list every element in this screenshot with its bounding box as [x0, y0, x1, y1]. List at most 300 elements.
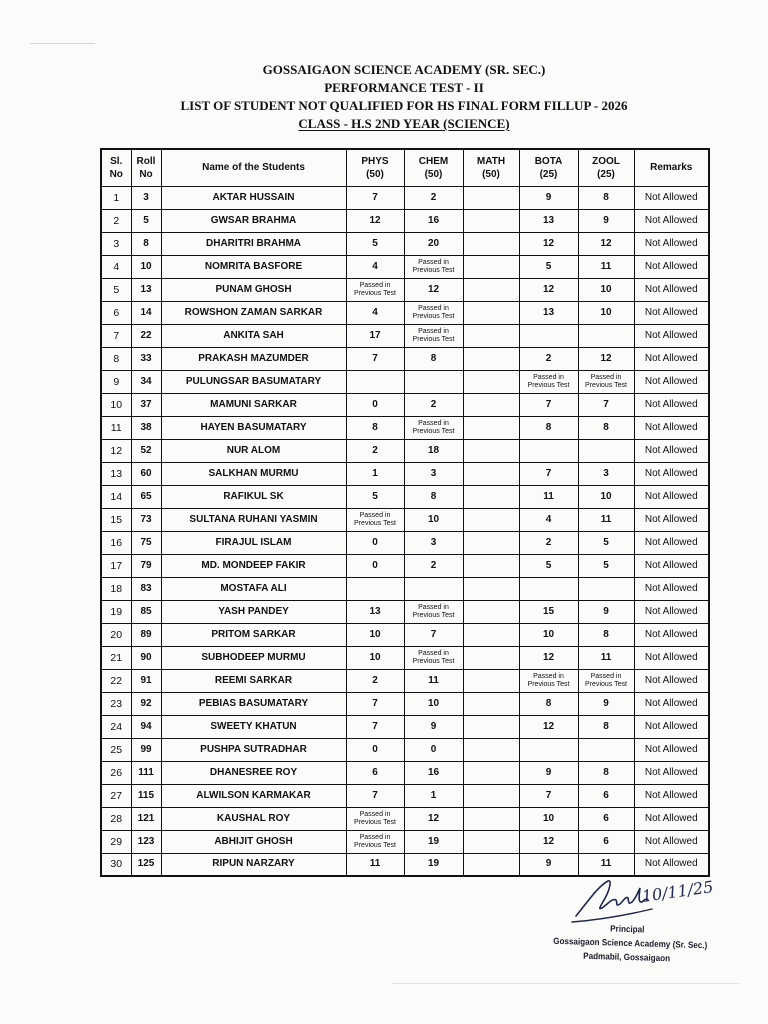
cell-zool: [578, 439, 634, 462]
cell-bota: 12: [519, 646, 578, 669]
cell-phys: [346, 830, 404, 853]
cell-zool: 6: [578, 784, 634, 807]
cell-name: DHARITRI BRAHMA: [161, 232, 346, 255]
cell-remarks: Not Allowed: [634, 577, 709, 600]
cell-sl: 28: [101, 807, 131, 830]
cell-zool: [578, 577, 634, 600]
cell-name: AKTAR HUSSAIN: [161, 186, 346, 209]
cell-chem: 2: [404, 393, 463, 416]
cell-sl: 4: [101, 255, 131, 278]
cell-remarks: Not Allowed: [634, 232, 709, 255]
cell-sl: 1: [101, 186, 131, 209]
cell-remarks: Not Allowed: [634, 807, 709, 830]
cell-zool: [578, 738, 634, 761]
cell-zool: 5: [578, 531, 634, 554]
cell-name: RAFIKUL SK: [161, 485, 346, 508]
cell-roll: 79: [131, 554, 161, 577]
cell-bota: 9: [519, 853, 578, 876]
cell-phys: 8: [346, 416, 404, 439]
cell-name: MOSTAFA ALI: [161, 577, 346, 600]
cell-sl: 12: [101, 439, 131, 462]
cell-chem: 3: [404, 531, 463, 554]
cell-zool: 6: [578, 807, 634, 830]
cell-chem: [404, 577, 463, 600]
cell-bota: 13: [519, 301, 578, 324]
header-name: [161, 149, 346, 186]
passed-note: Passed in Previous Test: [412, 304, 455, 320]
cell-chem: 9: [404, 715, 463, 738]
header-text: MATH: [476, 155, 506, 167]
header-text: Remarks: [650, 162, 693, 174]
class-label: CLASS - H.S 2ND YEAR (SCIENCE): [298, 116, 510, 131]
cell-roll: 111: [131, 761, 161, 784]
header-chem: [404, 149, 463, 186]
cell-name: GWSAR BRAHMA: [161, 209, 346, 232]
cell-roll: 125: [131, 853, 161, 876]
cell-zool: [578, 370, 634, 393]
cell-sl: 29: [101, 830, 131, 853]
cell-name: SULTANA RUHANI YASMIN: [161, 508, 346, 531]
cell-remarks: Not Allowed: [634, 209, 709, 232]
cell-roll: 14: [131, 301, 161, 324]
cell-math: [463, 715, 519, 738]
cell-bota: [519, 738, 578, 761]
table-row: [101, 600, 709, 623]
cell-roll: 89: [131, 623, 161, 646]
table-row: [101, 692, 709, 715]
cell-phys: 4: [346, 255, 404, 278]
cell-phys: 6: [346, 761, 404, 784]
cell-zool: 11: [578, 853, 634, 876]
cell-remarks: Not Allowed: [634, 830, 709, 853]
cell-math: [463, 278, 519, 301]
cell-remarks: Not Allowed: [634, 255, 709, 278]
scan-artifact-line: [30, 43, 95, 44]
cell-phys: 12: [346, 209, 404, 232]
header-text: PHYS: [361, 155, 389, 167]
cell-remarks: Not Allowed: [634, 738, 709, 761]
cell-name: MD. MONDEEP FAKIR: [161, 554, 346, 577]
cell-name: PUNAM GHOSH: [161, 278, 346, 301]
cell-name: NUR ALOM: [161, 439, 346, 462]
cell-sl: 23: [101, 692, 131, 715]
cell-math: [463, 692, 519, 715]
cell-bota: 7: [519, 462, 578, 485]
table-row: [101, 278, 709, 301]
cell-zool: 8: [578, 623, 634, 646]
cell-phys: 2: [346, 439, 404, 462]
cell-phys: [346, 577, 404, 600]
cell-chem: 18: [404, 439, 463, 462]
cell-roll: 37: [131, 393, 161, 416]
header-text: Name of the Students: [202, 162, 305, 174]
table-row: [101, 784, 709, 807]
cell-remarks: Not Allowed: [634, 669, 709, 692]
cell-phys: 7: [346, 186, 404, 209]
cell-remarks: Not Allowed: [634, 853, 709, 876]
cell-math: [463, 669, 519, 692]
cell-phys: 17: [346, 324, 404, 347]
passed-note: Passed in Previous Test: [412, 258, 455, 274]
table-row: [101, 554, 709, 577]
cell-bota: 9: [519, 186, 578, 209]
cell-name: REEMI SARKAR: [161, 669, 346, 692]
cell-math: [463, 577, 519, 600]
cell-bota: 9: [519, 761, 578, 784]
cell-bota: 7: [519, 784, 578, 807]
cell-roll: 123: [131, 830, 161, 853]
cell-chem: 1: [404, 784, 463, 807]
table-row: [101, 324, 709, 347]
cell-phys: 5: [346, 232, 404, 255]
cell-math: [463, 370, 519, 393]
cell-sl: 24: [101, 715, 131, 738]
cell-name: ALWILSON KARMAKAR: [161, 784, 346, 807]
cell-zool: 7: [578, 393, 634, 416]
cell-chem: [404, 301, 463, 324]
cell-phys: 1: [346, 462, 404, 485]
cell-bota: 12: [519, 830, 578, 853]
cell-bota: 12: [519, 232, 578, 255]
table-body: [101, 186, 709, 876]
cell-zool: 6: [578, 830, 634, 853]
cell-sl: 14: [101, 485, 131, 508]
cell-chem: 8: [404, 347, 463, 370]
passed-note: Passed in Previous Test: [412, 649, 455, 665]
cell-chem: [404, 370, 463, 393]
cell-remarks: Not Allowed: [634, 600, 709, 623]
cell-phys: 10: [346, 646, 404, 669]
table-row: [101, 232, 709, 255]
cell-math: [463, 462, 519, 485]
cell-phys: 0: [346, 531, 404, 554]
cell-name: MAMUNI SARKAR: [161, 393, 346, 416]
cell-remarks: Not Allowed: [634, 324, 709, 347]
cell-remarks: Not Allowed: [634, 393, 709, 416]
passed-note: Passed in Previous Test: [585, 672, 627, 688]
cell-chem: 16: [404, 761, 463, 784]
cell-math: [463, 439, 519, 462]
table-row: [101, 186, 709, 209]
cell-roll: 3: [131, 186, 161, 209]
header-text: BOTA: [534, 155, 563, 167]
cell-bota: 10: [519, 807, 578, 830]
cell-zool: 8: [578, 416, 634, 439]
cell-name: RIPUN NARZARY: [161, 853, 346, 876]
cell-phys: 7: [346, 715, 404, 738]
cell-bota: 15: [519, 600, 578, 623]
cell-bota: 13: [519, 209, 578, 232]
principal-stamp: [553, 920, 708, 966]
cell-remarks: Not Allowed: [634, 692, 709, 715]
cell-name: NOMRITA BASFORE: [161, 255, 346, 278]
table-row: [101, 623, 709, 646]
cell-phys: [346, 807, 404, 830]
cell-math: [463, 807, 519, 830]
table-row: [101, 462, 709, 485]
header-text: (50): [482, 168, 500, 180]
cell-math: [463, 600, 519, 623]
cell-roll: 99: [131, 738, 161, 761]
table-row: [101, 577, 709, 600]
table-row: [101, 508, 709, 531]
cell-zool: 12: [578, 232, 634, 255]
header-bota: [519, 149, 578, 186]
cell-phys: [346, 278, 404, 301]
cell-zool: 10: [578, 301, 634, 324]
cell-zool: 10: [578, 278, 634, 301]
cell-remarks: Not Allowed: [634, 531, 709, 554]
cell-math: [463, 416, 519, 439]
cell-roll: 22: [131, 324, 161, 347]
cell-bota: 4: [519, 508, 578, 531]
cell-remarks: Not Allowed: [634, 462, 709, 485]
cell-roll: 10: [131, 255, 161, 278]
cell-bota: 10: [519, 623, 578, 646]
cell-phys: 0: [346, 554, 404, 577]
header-remarks: [634, 149, 709, 186]
cell-sl: 17: [101, 554, 131, 577]
cell-chem: 12: [404, 278, 463, 301]
cell-roll: 121: [131, 807, 161, 830]
cell-sl: 15: [101, 508, 131, 531]
cell-bota: 12: [519, 715, 578, 738]
cell-math: [463, 232, 519, 255]
student-marks-table: [100, 148, 710, 877]
cell-bota: 11: [519, 485, 578, 508]
cell-remarks: Not Allowed: [634, 278, 709, 301]
cell-name: DHANESREE ROY: [161, 761, 346, 784]
cell-zool: 12: [578, 347, 634, 370]
cell-math: [463, 186, 519, 209]
header-math: [463, 149, 519, 186]
cell-roll: 92: [131, 692, 161, 715]
header-text: (50): [366, 168, 384, 180]
cell-chem: 10: [404, 692, 463, 715]
cell-math: [463, 301, 519, 324]
header-roll-no: [131, 149, 161, 186]
cell-roll: 73: [131, 508, 161, 531]
passed-note: Passed in Previous Test: [412, 419, 455, 435]
cell-name: KAUSHAL ROY: [161, 807, 346, 830]
cell-bota: 12: [519, 278, 578, 301]
cell-zool: 8: [578, 715, 634, 738]
cell-roll: 94: [131, 715, 161, 738]
cell-zool: 11: [578, 255, 634, 278]
cell-name: PEBIAS BASUMATARY: [161, 692, 346, 715]
cell-sl: 22: [101, 669, 131, 692]
cell-name: SALKHAN MURMU: [161, 462, 346, 485]
cell-bota: [519, 324, 578, 347]
cell-zool: 11: [578, 646, 634, 669]
cell-roll: 38: [131, 416, 161, 439]
cell-sl: 18: [101, 577, 131, 600]
cell-chem: [404, 646, 463, 669]
cell-math: [463, 784, 519, 807]
cell-math: [463, 508, 519, 531]
cell-chem: 19: [404, 853, 463, 876]
cell-name: PRAKASH MAZUMDER: [161, 347, 346, 370]
cell-math: [463, 554, 519, 577]
cell-bota: 8: [519, 416, 578, 439]
table-row: [101, 301, 709, 324]
cell-name: YASH PANDEY: [161, 600, 346, 623]
cell-chem: 0: [404, 738, 463, 761]
cell-chem: 16: [404, 209, 463, 232]
cell-bota: 2: [519, 347, 578, 370]
passed-note: Passed in Previous Test: [354, 833, 396, 849]
cell-roll: 115: [131, 784, 161, 807]
cell-remarks: Not Allowed: [634, 347, 709, 370]
cell-roll: 65: [131, 485, 161, 508]
cell-bota: [519, 439, 578, 462]
cell-math: [463, 830, 519, 853]
passed-note: Passed in Previous Test: [412, 603, 455, 619]
passed-note: Passed in Previous Test: [412, 327, 455, 343]
cell-bota: 5: [519, 554, 578, 577]
cell-name: SWEETY KHATUN: [161, 715, 346, 738]
cell-sl: 21: [101, 646, 131, 669]
cell-roll: 60: [131, 462, 161, 485]
cell-phys: 13: [346, 600, 404, 623]
cell-math: [463, 761, 519, 784]
header-text: ZOOL: [592, 155, 620, 167]
cell-chem: [404, 416, 463, 439]
class-line: [100, 115, 708, 133]
cell-sl: 7: [101, 324, 131, 347]
cell-phys: 10: [346, 623, 404, 646]
cell-roll: 13: [131, 278, 161, 301]
cell-zool: 9: [578, 692, 634, 715]
cell-name: PRITOM SARKAR: [161, 623, 346, 646]
cell-math: [463, 531, 519, 554]
cell-phys: 0: [346, 738, 404, 761]
cell-remarks: Not Allowed: [634, 301, 709, 324]
table-row: [101, 646, 709, 669]
signature-stroke: [576, 881, 648, 916]
cell-chem: [404, 255, 463, 278]
table-row: [101, 439, 709, 462]
table-row: [101, 370, 709, 393]
cell-math: [463, 255, 519, 278]
cell-roll: 90: [131, 646, 161, 669]
cell-remarks: Not Allowed: [634, 508, 709, 531]
header-text: No: [139, 168, 153, 180]
cell-phys: 2: [346, 669, 404, 692]
cell-remarks: Not Allowed: [634, 761, 709, 784]
cell-sl: 25: [101, 738, 131, 761]
cell-bota: [519, 577, 578, 600]
cell-bota: [519, 669, 578, 692]
cell-sl: 8: [101, 347, 131, 370]
cell-math: [463, 209, 519, 232]
passed-note: Passed in Previous Test: [527, 672, 570, 688]
table-row: [101, 738, 709, 761]
cell-roll: 91: [131, 669, 161, 692]
cell-chem: 2: [404, 186, 463, 209]
cell-name: ROWSHON ZAMAN SARKAR: [161, 301, 346, 324]
cell-phys: [346, 370, 404, 393]
table-row: [101, 209, 709, 232]
cell-roll: 75: [131, 531, 161, 554]
cell-remarks: Not Allowed: [634, 416, 709, 439]
cell-math: [463, 485, 519, 508]
cell-zool: [578, 324, 634, 347]
cell-remarks: Not Allowed: [634, 784, 709, 807]
header-text: (50): [424, 168, 443, 180]
cell-name: PUSHPA SUTRADHAR: [161, 738, 346, 761]
cell-chem: 12: [404, 807, 463, 830]
header-zool: [578, 149, 634, 186]
header-phys: [346, 149, 404, 186]
stamp-title: Principal: [610, 923, 645, 935]
table-row: [101, 830, 709, 853]
cell-phys: 4: [346, 301, 404, 324]
table-row: [101, 761, 709, 784]
cell-remarks: Not Allowed: [634, 623, 709, 646]
cell-bota: 5: [519, 255, 578, 278]
test-name: PERFORMANCE TEST - II: [324, 80, 484, 95]
cell-math: [463, 738, 519, 761]
list-title: LIST OF STUDENT NOT QUALIFIED FOR HS FINAL FORM FILLUP - 2026: [180, 98, 628, 113]
scan-edge-line: [392, 983, 740, 984]
header-text: (25): [597, 168, 615, 180]
cell-remarks: Not Allowed: [634, 646, 709, 669]
cell-sl: 26: [101, 761, 131, 784]
cell-zool: 8: [578, 186, 634, 209]
cell-sl: 19: [101, 600, 131, 623]
cell-chem: 11: [404, 669, 463, 692]
passed-note: Passed in Previous Test: [354, 511, 396, 527]
cell-zool: 9: [578, 600, 634, 623]
cell-remarks: Not Allowed: [634, 715, 709, 738]
cell-phys: [346, 508, 404, 531]
header-text: Roll: [136, 155, 156, 167]
cell-roll: 83: [131, 577, 161, 600]
cell-sl: 11: [101, 416, 131, 439]
table-header: [101, 149, 709, 186]
cell-roll: 85: [131, 600, 161, 623]
cell-name: PULUNGSAR BASUMATARY: [161, 370, 346, 393]
cell-roll: 52: [131, 439, 161, 462]
table-row: [101, 669, 709, 692]
header-sl-no: [101, 149, 131, 186]
cell-math: [463, 347, 519, 370]
cell-sl: 6: [101, 301, 131, 324]
cell-sl: 30: [101, 853, 131, 876]
cell-zool: 8: [578, 761, 634, 784]
cell-zool: 5: [578, 554, 634, 577]
header-text: (25): [539, 168, 558, 180]
cell-phys: 11: [346, 853, 404, 876]
cell-roll: 33: [131, 347, 161, 370]
cell-math: [463, 646, 519, 669]
cell-sl: 10: [101, 393, 131, 416]
cell-roll: 8: [131, 232, 161, 255]
cell-bota: [519, 370, 578, 393]
school-name: GOSSAIGAON SCIENCE ACADEMY (SR. SEC.): [262, 62, 546, 77]
table-row: [101, 531, 709, 554]
cell-zool: [578, 669, 634, 692]
stamp-org: Gossaigaon Science Academy (Sr. Sec.): [553, 935, 708, 951]
cell-zool: 10: [578, 485, 634, 508]
cell-zool: 3: [578, 462, 634, 485]
cell-sl: 13: [101, 462, 131, 485]
cell-phys: 5: [346, 485, 404, 508]
signature-date: 10/11/25: [640, 877, 715, 906]
passed-note: Passed in Previous Test: [354, 281, 396, 297]
table-row: [101, 807, 709, 830]
